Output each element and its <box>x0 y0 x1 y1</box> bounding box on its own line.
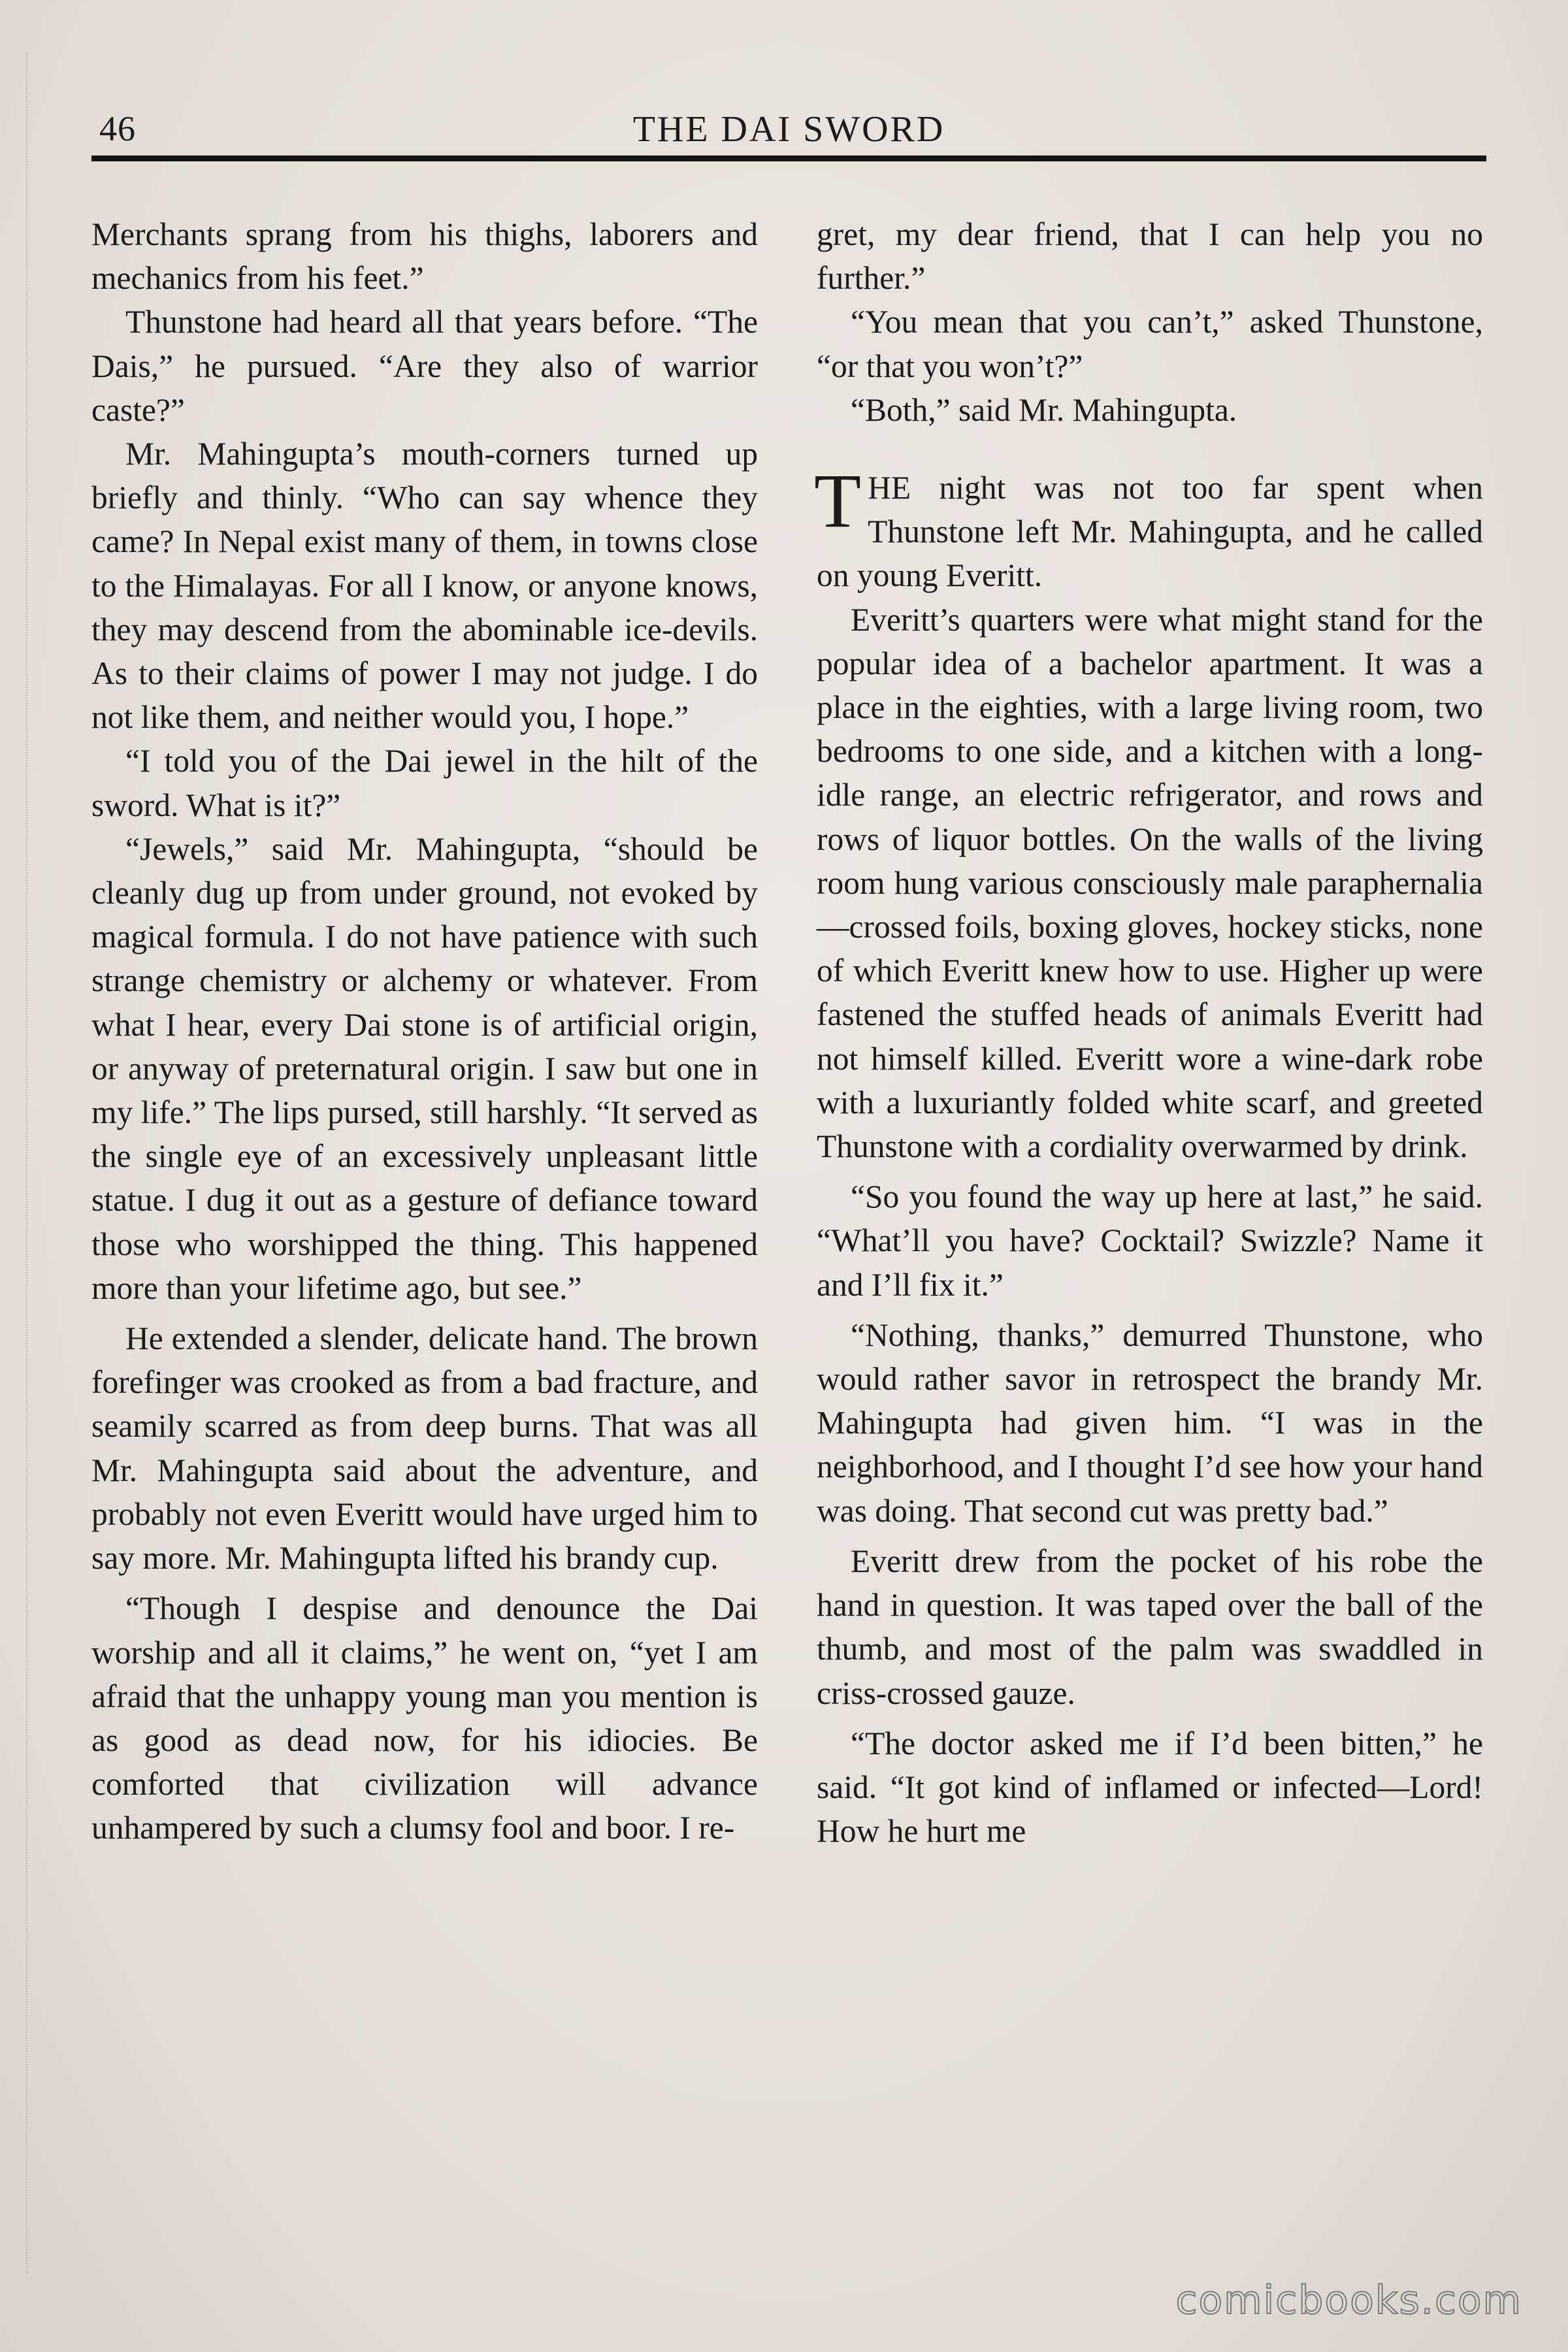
binding-edge <box>26 52 41 2274</box>
paragraph: “Though I despise and denounce the Dai worship and all it claims,” he went on, “yet I am afraid that the unhappy young man you mention is as good as dead now, for his idiocies. Be comforted that civilization will advance unhampered by such a clumsy fool and boor. I re- <box>91 1590 758 1846</box>
paragraph: “I told you of the Dai jewel in the hilt of the sword. What is it?” <box>91 743 758 823</box>
paragraph: “Jewels,” said Mr. Mahingupta, “should be cleanly dug up from under ground, not evoked by magical formula. I do not have patience with such strange chemistry or alchemy or whatever. From what I hear, every Dai stone is of artificial origin, or anyway of preternatural origin. I saw but one in my life.” The lips pursed, still harshly. “It served as the single eye of an excessively unpleasant little statue. I dug it out as a gesture of defiance toward those who worshipped the thing. This happened more than your lifetime ago, but see.” <box>91 830 758 1306</box>
paragraph: “The doctor asked me if I’d been bitten,” he said. “It got kind of inflamed or infected—Lord! How he hurt me <box>817 1725 1483 1850</box>
paragraph: Mr. Mahingupta’s mouth-corners turned up briefly and thinly. “Who can say whence they came? In Nepal exist many of them, in towns close to the Himalayas. For all I know, or anyone knows, they may descend from the abominable ice-devils. As to their claims of power I may not judge. I do not like them, and neither would you, I hope.” <box>91 436 758 736</box>
paragraph: “Nothing, thanks,” demurred Thunstone, who would rather savor in retrospect the brandy Mr. Mahingupta had given him. “I was in the neighborhood, and I thought I’d see how your hand was doing. That second cut was pretty bad.” <box>817 1316 1483 1529</box>
paragraph: Thunstone had heard all that years before. “The Dais,” he pursued. “Are they also of warrior caste?” <box>91 304 758 428</box>
left-column <box>91 212 758 1850</box>
drop-cap: T <box>814 458 862 544</box>
page-number: 46 <box>99 109 136 148</box>
paragraph: “You mean that you can’t,” asked Thunstone, “or that you won’t?” <box>817 304 1483 384</box>
header-rule <box>91 155 1486 161</box>
paragraph: gret, my dear friend, that I can help you no further.” <box>817 216 1483 297</box>
paragraph: Everitt’s quarters were what might stand for the popular idea of a bachelor apartment. It was a place in the eighties, with a large living room, two bedrooms to one side, and a kitchen with a long-idle range, an electric refrigerator, and rows and rows of liquor bottles. On the walls of the living room hung various consciously male paraphernalia—crossed foils, boxing gloves, hockey sticks, none of which Everitt knew how to use. Higher up were fastened the stuffed heads of animals Everitt had not himself killed. Everitt wore a wine-dark robe with a luxuriantly folded white scarf, and greeted Thunstone with a cordiality overwarmed by drink. <box>817 601 1483 1165</box>
right-column <box>814 212 1483 1853</box>
watermark: comicbooks.com <box>1175 2278 1522 2323</box>
paragraph: “So you found the way up here at last,” he said. “What’ll you have? Cocktail? Swizzle? Name it and I’ll fix it.” <box>817 1179 1483 1303</box>
page-header <box>91 103 1486 155</box>
section-opening-paragraph <box>814 458 1483 598</box>
paragraph: Merchants sprang from his thighs, laborers and mechanics from his feet.” <box>91 216 758 297</box>
running-title: THE DAI SWORD <box>632 109 945 150</box>
paragraph: “Both,” said Mr. Mahingupta. <box>851 391 1237 428</box>
paragraph: He extended a slender, delicate hand. The brown forefinger was crooked as from a bad fracture, and seamily scarred as from deep burns. That was all Mr. Mahingupta said about the adventure, and probably not even Everitt would have urged him to say more. Mr. Mahingupta lifted his brandy cup. <box>91 1320 758 1576</box>
paragraph: Everitt drew from the pocket of his robe the hand in question. It was taped over the ball of the thumb, and most of the palm was swaddled in criss-crossed gauze. <box>817 1543 1483 1711</box>
section-opening-text: HE night was not too far spent when Thunstone left Mr. Mahingupta, and he called on young Everitt. <box>817 470 1483 594</box>
